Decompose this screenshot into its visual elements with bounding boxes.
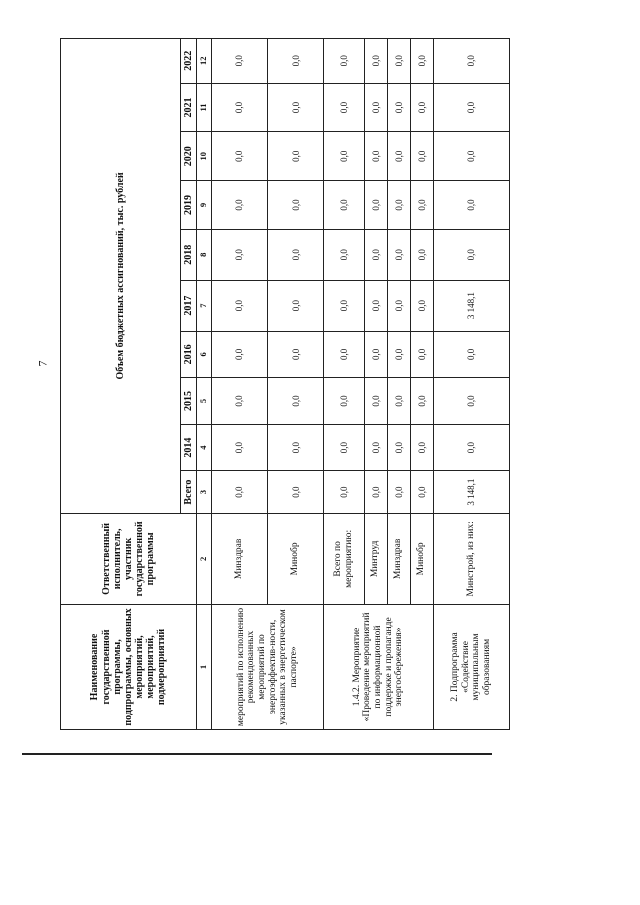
value-cell: 0,0 xyxy=(268,83,324,132)
header-row-top xyxy=(61,39,181,730)
value-cell: 0,0 xyxy=(387,424,410,471)
value-cell: 0,0 xyxy=(433,181,509,230)
value-cell: 0,0 xyxy=(387,132,410,181)
value-cell: 0,0 xyxy=(410,132,433,181)
header-year: 2016 xyxy=(181,331,197,378)
table-row xyxy=(433,39,509,730)
value-cell: 0,0 xyxy=(364,181,387,230)
value-cell: 0,0 xyxy=(212,280,268,331)
value-cell: 0,0 xyxy=(212,471,268,513)
value-cell: 0,0 xyxy=(387,331,410,378)
value-cell: 0,0 xyxy=(268,181,324,230)
executor-cell: Минздрав xyxy=(212,513,268,604)
header-year: 2017 xyxy=(181,280,197,331)
value-cell: 0,0 xyxy=(212,331,268,378)
column-number: 2 xyxy=(197,513,212,604)
value-cell: 0,0 xyxy=(324,471,365,513)
value-cell: 0,0 xyxy=(364,229,387,280)
value-cell: 0,0 xyxy=(268,471,324,513)
value-cell: 0,0 xyxy=(410,83,433,132)
value-cell: 0,0 xyxy=(410,39,433,84)
value-cell: 0,0 xyxy=(387,378,410,425)
header-year: 2015 xyxy=(181,378,197,425)
column-number: 9 xyxy=(197,181,212,230)
value-cell: 0,0 xyxy=(410,181,433,230)
header-year: 2018 xyxy=(181,229,197,280)
header-year: 2014 xyxy=(181,424,197,471)
value-cell: 0,0 xyxy=(324,229,365,280)
header-year: 2022 xyxy=(181,39,197,84)
value-cell: 0,0 xyxy=(410,424,433,471)
value-cell: 0,0 xyxy=(324,378,365,425)
header-year: Всего xyxy=(181,471,197,513)
value-cell: 0,0 xyxy=(212,39,268,84)
column-number: 11 xyxy=(197,83,212,132)
value-cell: 0,0 xyxy=(212,229,268,280)
value-cell: 0,0 xyxy=(212,83,268,132)
value-cell: 0,0 xyxy=(324,280,365,331)
column-number: 7 xyxy=(197,280,212,331)
header-year: 2020 xyxy=(181,132,197,181)
column-number: 1 xyxy=(197,604,212,729)
value-cell: 0,0 xyxy=(212,181,268,230)
value-cell: 0,0 xyxy=(387,229,410,280)
table-row xyxy=(212,39,268,730)
value-cell: 0,0 xyxy=(410,331,433,378)
value-cell: 0,0 xyxy=(364,132,387,181)
header-budget-group: Объем бюджетных ассигнований, тыс. рублей xyxy=(61,39,181,514)
column-number: 3 xyxy=(197,471,212,513)
value-cell: 0,0 xyxy=(433,378,509,425)
value-cell: 0,0 xyxy=(433,331,509,378)
value-cell: 0,0 xyxy=(387,181,410,230)
column-number: 5 xyxy=(197,378,212,425)
value-cell: 0,0 xyxy=(364,424,387,471)
value-cell: 0,0 xyxy=(268,39,324,84)
header-year: 2021 xyxy=(181,83,197,132)
value-cell: 0,0 xyxy=(410,280,433,331)
value-cell: 0,0 xyxy=(324,331,365,378)
header-year: 2019 xyxy=(181,181,197,230)
header-executor: Ответственный исполнитель, участник государственной программы xyxy=(61,513,197,604)
value-cell: 0,0 xyxy=(433,83,509,132)
value-cell: 0,0 xyxy=(410,229,433,280)
column-number: 12 xyxy=(197,39,212,84)
column-number: 8 xyxy=(197,229,212,280)
value-cell: 0,0 xyxy=(433,229,509,280)
value-cell: 0,0 xyxy=(324,181,365,230)
value-cell: 0,0 xyxy=(387,39,410,84)
column-number: 4 xyxy=(197,424,212,471)
value-cell: 0,0 xyxy=(410,471,433,513)
value-cell: 0,0 xyxy=(364,378,387,425)
value-cell: 3 148,1 xyxy=(433,471,509,513)
value-cell: 0,0 xyxy=(387,83,410,132)
value-cell: 0,0 xyxy=(387,280,410,331)
value-cell: 0,0 xyxy=(324,424,365,471)
executor-cell: Минздрав xyxy=(387,513,410,604)
value-cell: 0,0 xyxy=(324,83,365,132)
executor-cell: Всего по мероприятию: xyxy=(324,513,365,604)
value-cell: 0,0 xyxy=(364,83,387,132)
value-cell: 0,0 xyxy=(410,378,433,425)
header-program-name: Наименование государственной программы, подпрограммы, основных мероприятий, мероприятий, подмероприятий xyxy=(61,604,197,729)
executor-cell: Минобр xyxy=(410,513,433,604)
column-number: 10 xyxy=(197,132,212,181)
value-cell: 0,0 xyxy=(433,424,509,471)
column-number: 6 xyxy=(197,331,212,378)
value-cell: 3 148,1 xyxy=(433,280,509,331)
value-cell: 0,0 xyxy=(324,39,365,84)
value-cell: 0,0 xyxy=(364,331,387,378)
value-cell: 0,0 xyxy=(212,424,268,471)
column-number-row xyxy=(197,39,212,730)
value-cell: 0,0 xyxy=(268,378,324,425)
budget-table-container xyxy=(60,38,510,730)
executor-cell: Минобр xyxy=(268,513,324,604)
page-number: 7 xyxy=(35,360,50,367)
value-cell: 0,0 xyxy=(387,471,410,513)
program-name-cell: 1.4.2. Мероприятие «Проведение мероприятий по информационной поддержке и пропаганде энергосбережения» xyxy=(324,604,433,729)
value-cell: 0,0 xyxy=(268,132,324,181)
value-cell: 0,0 xyxy=(268,331,324,378)
footer-divider xyxy=(22,753,492,755)
value-cell: 0,0 xyxy=(324,132,365,181)
value-cell: 0,0 xyxy=(268,229,324,280)
program-name-cell: 2. Подпрограмма «Содействие муниципальным образованиям xyxy=(433,604,509,729)
value-cell: 0,0 xyxy=(268,280,324,331)
executor-cell: Минстрой, из них: xyxy=(433,513,509,604)
value-cell: 0,0 xyxy=(212,132,268,181)
value-cell: 0,0 xyxy=(212,378,268,425)
value-cell: 0,0 xyxy=(364,39,387,84)
value-cell: 0,0 xyxy=(268,424,324,471)
value-cell: 0,0 xyxy=(364,471,387,513)
table-row xyxy=(324,39,365,730)
value-cell: 0,0 xyxy=(364,280,387,331)
value-cell: 0,0 xyxy=(433,132,509,181)
executor-cell: Минтруд xyxy=(364,513,387,604)
program-name-cell: мероприятий по исполнению рекомендованных мероприятий по энергоэффектив-ности, указанных в энергетическом паспорте» xyxy=(212,604,324,729)
budget-table xyxy=(60,38,510,730)
value-cell: 0,0 xyxy=(433,39,509,84)
